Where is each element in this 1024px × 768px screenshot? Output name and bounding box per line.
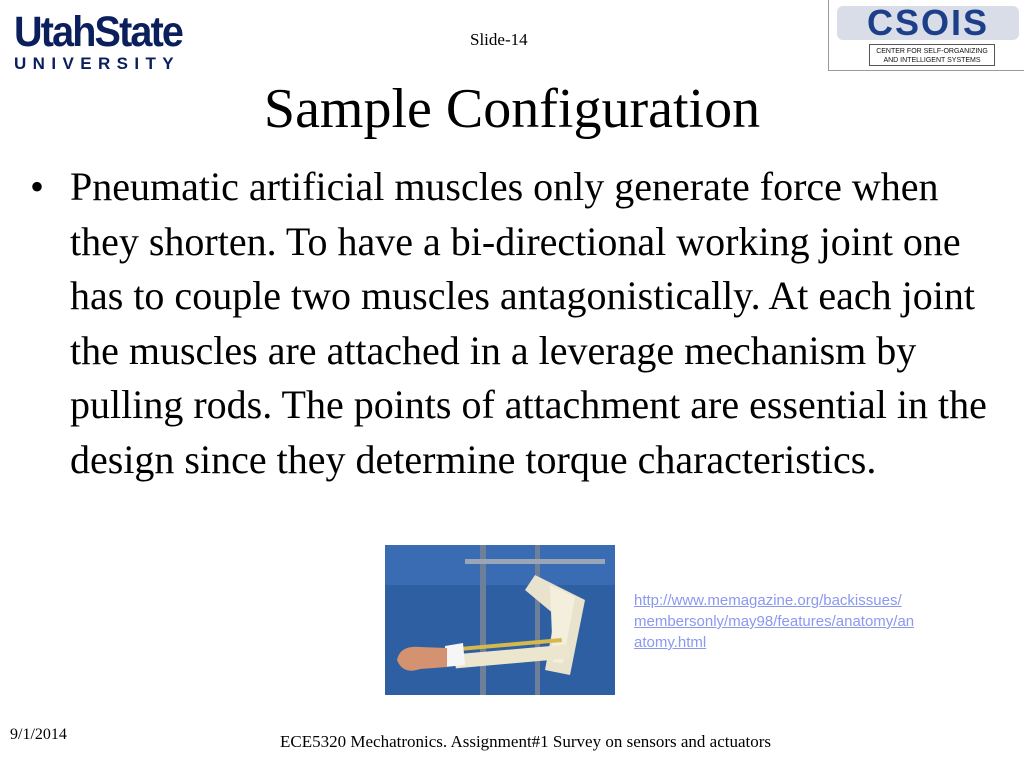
csois-tagline [869,44,995,66]
csois-tagline-line2: AND INTELLIGENT SYSTEMS [883,57,981,64]
artificial-arm-photo [385,545,615,695]
csois-wordmark [837,4,1019,42]
usu-logo [14,10,200,74]
csois-logo [828,0,1024,71]
usu-logo-name: UtahState [14,8,183,56]
source-link-line2[interactable]: membersonly/may98/features/anatomy/an [634,613,915,630]
usu-logo-university: UNIVERSITY [14,54,181,73]
csois-logo-word: CSOIS [866,4,990,42]
slide-number: Slide-14 [470,30,528,49]
slide-title: Sample Configuration [263,78,761,140]
source-link[interactable] [634,590,964,653]
source-link-line1[interactable]: http://www.memagazine.org/backissues/ [634,592,902,609]
arm-illustration [385,545,615,695]
csois-tagline-line1: CENTER FOR SELF-ORGANIZING [876,48,988,55]
bullet-text: Pneumatic artificial muscles only generate force when they shorten. To have a bi-directional working joint one has to couple two muscles antagonistically. At each joint the muscles are attached in a leverage mechanism by pulling rods. The points of attachment are essential in the design since they determine torque characteristics. [70,164,987,482]
slide-date: 9/1/2014 [10,726,67,743]
bullet-symbol: • [30,164,45,209]
source-link-line3[interactable]: atomy.html [634,634,707,651]
footer-text: ECE5320 Mechatronics. Assignment#1 Survey on sensors and actuators [280,732,772,751]
